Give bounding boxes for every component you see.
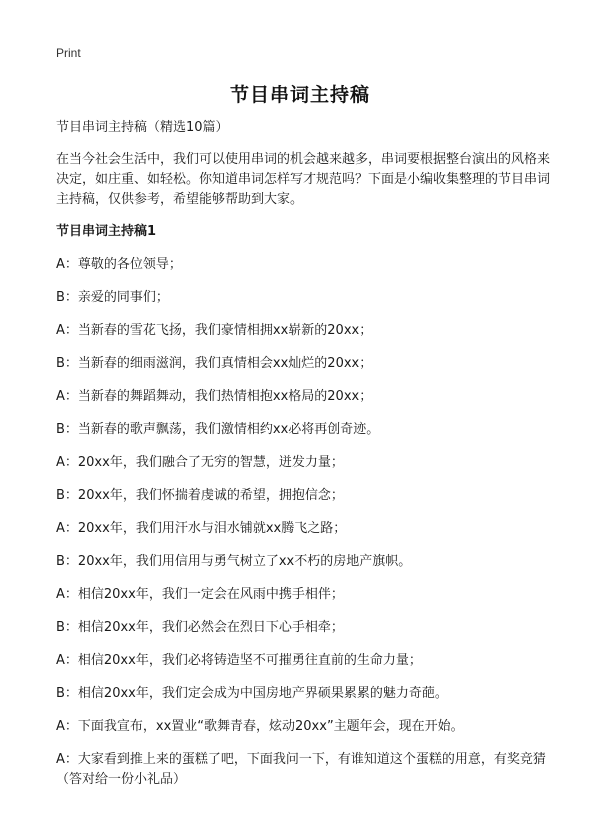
script-line: B：20xx年，我们用信用与勇气树立了xx不朽的房地产旗帜。 [56,554,412,569]
script-line: A：下面我宣布，xx置业“歌舞青春，炫动20xx”主题年会，现在开始。 [56,719,464,734]
script-line: B：相信20xx年，我们必然会在烈日下心手相牵； [56,620,344,635]
script-line: B：当新春的歌声飘荡，我们激情相约xx必将再创奇迹。 [56,422,380,437]
script-line: B：亲爱的同事们； [56,290,169,305]
document-title: 节目串词主持稿 [229,84,370,106]
script-line: B：当新春的细雨滋润，我们真情相会xx灿烂的20xx； [56,356,373,371]
script-line: B：20xx年，我们怀揣着虔诚的希望，拥抱信念； [56,488,344,503]
document-body [56,118,552,803]
script-line: A：尊敬的各位领导； [56,257,182,272]
intro-paragraph: 在当今社会生活中，我们可以使用串词的机会越来越多，串词要根据整台演出的风格来决定，如庄重、如轻松。你知道串词怎样写才规范吗？下面是小编收集整理的节目串词主持稿，仅供参考，希望能够帮助到大家。 [56,152,551,207]
document-subtitle: 节目串词主持稿（精选10篇） [56,120,229,135]
script-line: A：当新春的雪花飞扬，我们豪情相拥xx崭新的20xx； [56,323,373,338]
script-line: A：大家看到推上来的蛋糕了吧，下面我问一下，有谁知道这个蛋糕的用意，有奖竞猜（答对给一份小礼品） [56,752,546,787]
script-line: A：相信20xx年，我们必将铸造坚不可摧勇往直前的生命力量； [56,653,422,668]
script-line: B：相信20xx年，我们定会成为中国房地产界硕果累累的魅力奇葩。 [56,686,448,701]
script-line: A：20xx年，我们融合了无穷的智慧，迸发力量； [56,455,344,470]
script-line: A：20xx年，我们用汗水与泪水铺就xx腾飞之路； [56,521,347,536]
section-heading: 节目串词主持稿1 [56,224,157,239]
print-label: Print [56,46,81,60]
script-line: A：当新春的舞蹈舞动，我们热情相抱xx格局的20xx； [56,389,373,404]
script-line: A：相信20xx年，我们一定会在风雨中携手相伴； [56,587,344,602]
